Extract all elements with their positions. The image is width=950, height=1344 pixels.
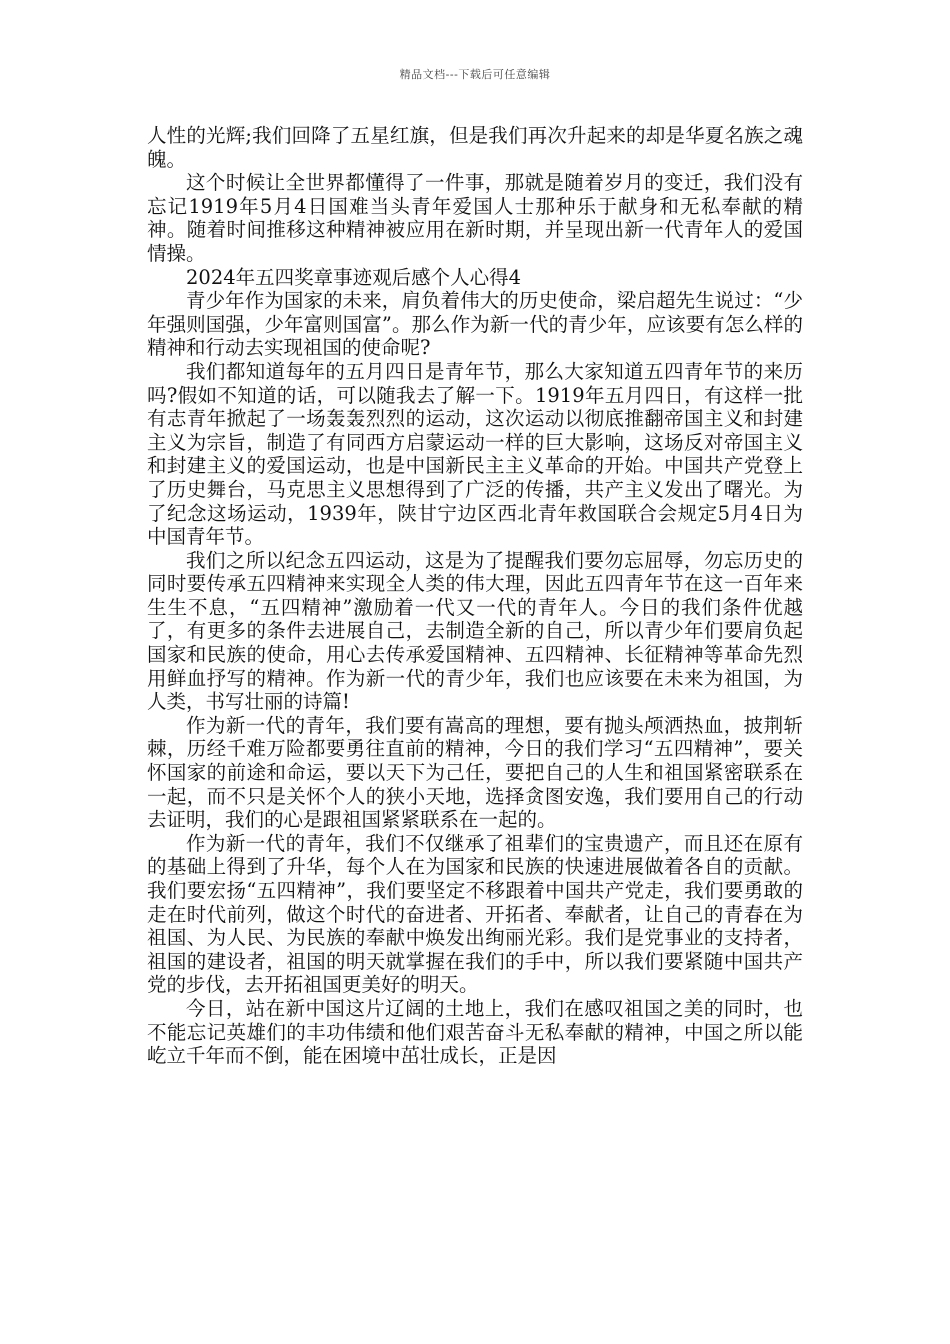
paragraph: 青少年作为国家的未来，肩负着伟大的历史使命，梁启超先生说过：“少年强则国强，少年富则国富”。那么作为新一代的青少年，应该要有怎么样的精神和行动去实现祖国的使命呢? [147, 289, 803, 360]
paragraph: 作为新一代的青年，我们不仅继承了祖辈们的宝贵遗产，而且还在原有的基础上得到了升华，每个人在为国家和民族的快速进展做着各自的贡献。我们要宏扬“五四精神”，我们要坚定不移跟着中国共产党走，我们要勇敢的走在时代前列，做这个时代的奋进者、开拓者、奉献者，让自己的青春在为祖国、为人民、为民族的奉献中焕发出绚丽光彩。我们是党事业的支持者，祖国的建设者，祖国的明天就掌握在我们的手中，所以我们要紧随中国共产党的步伐，去开拓祖国更美好的明天。 [147, 831, 803, 997]
page-header: 精品文档---下载后可任意编辑 [399, 68, 551, 81]
paragraph: 我们之所以纪念五四运动，这是为了提醒我们要勿忘屈辱，勿忘历史的同时要传承五四精神来实现全人类的伟大理，因此五四青年节在这一百年来生生不息，“五四精神”激励着一代又一代的青年人。今日的我们条件优越了，有更多的条件去进展自己，去制造全新的自己，所以青少年们要肩负起国家和民族的使命，用心去传承爱国精神、五四精神、长征精神等革命先烈用鲜血抒写的精神。作为新一代的青少年，我们也应该要在未来为祖国，为人类，书写壮丽的诗篇! [147, 548, 803, 714]
paragraph: 我们都知道每年的五月四日是青年节，那么大家知道五四青年节的来历吗?假如不知道的话，可以随我去了解一下。1919年五月四日，有这样一批有志青年掀起了一场轰轰烈烈的运动，这次运动以彻底推翻帝国主义和封建主义为宗旨，制造了有同西方启蒙运动一样的巨大影响，这场反对帝国主义和封建主义的爱国运动，也是中国新民主主义革命的开始。中国共产党登上了历史舞台，马克思主义思想得到了广泛的传播，共产主义发出了曙光。为了纪念这场运动，1939年，陕甘宁边区西北青年救国联合会规定5月4日为中国青年节。 [147, 359, 803, 549]
paragraph: 这个时候让全世界都懂得了一件事，那就是随着岁月的变迁，我们没有忘记1919年5月4日国难当头青年爱国人士那种乐于献身和无私奉献的精神。随着时间推移这种精神被应用在新时期，并呈现出新一代青年人的爱国情操。 [147, 171, 803, 265]
paragraph: 人性的光辉;我们回降了五星红旗，但是我们再次升起来的却是华夏名族之魂魄。 [147, 124, 803, 171]
section-heading: 2024年五四奖章事迹观后感个人心得4 [186, 265, 522, 289]
document-body [147, 124, 803, 1068]
paragraph: 今日，站在新中国这片辽阔的土地上，我们在感叹祖国之美的同时，也不能忘记英雄们的丰功伟绩和他们艰苦奋斗无私奉献的精神，中国之所以能屹立千年而不倒，能在困境中茁壮成长，正是因 [147, 996, 803, 1068]
paragraph: 作为新一代的青年，我们要有嵩高的理想，要有抛头颅洒热血，披荆斩棘，历经千难万险都要勇往直前的精神，今日的我们学习“五四精神”，要关怀国家的前途和命运，要以天下为己任，要把自己的人生和祖国紧密联系在一起，而不只是关怀个人的狭小天地，选择贪图安逸，我们要用自己的行动去证明，我们的心是跟祖国紧紧联系在一起的。 [147, 713, 803, 832]
